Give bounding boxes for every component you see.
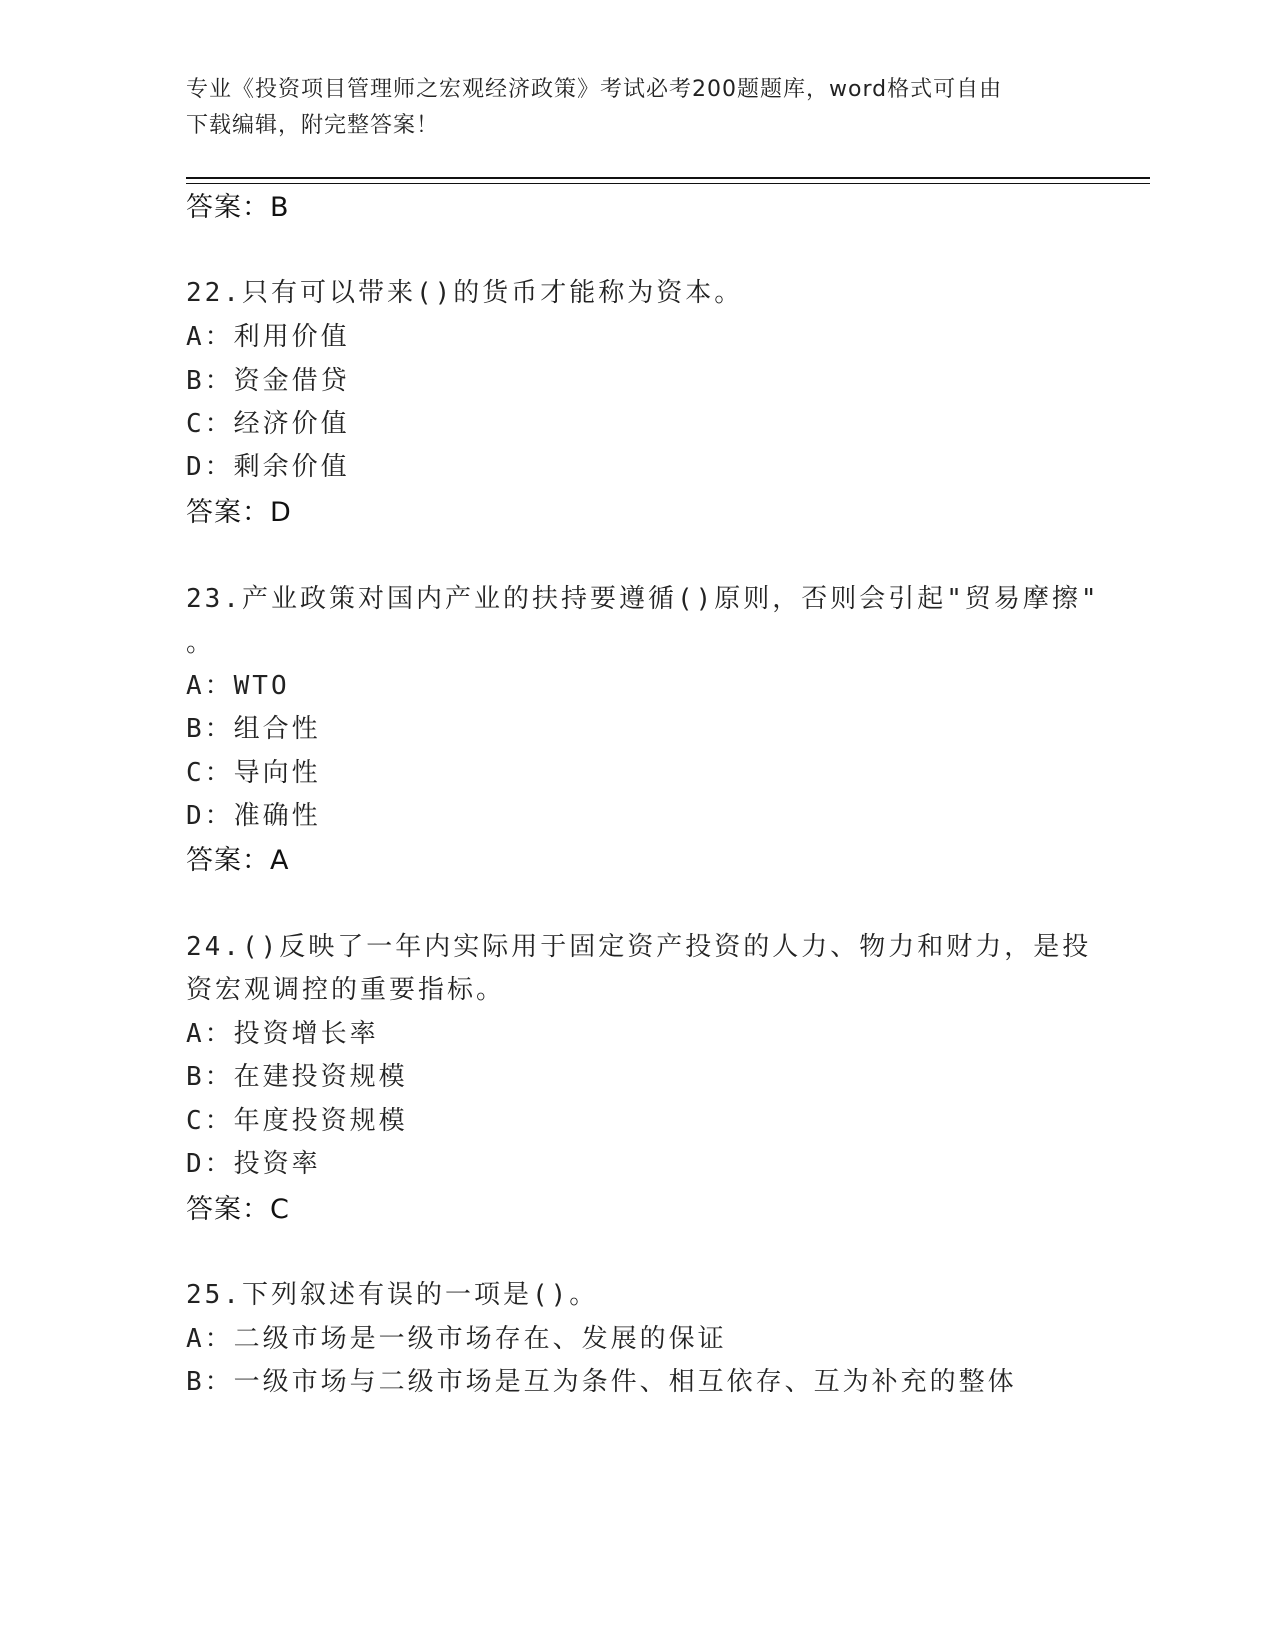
question-25-option-a: A：二级市场是一级市场存在、发展的保证	[186, 1324, 727, 1354]
header-line-1: 专业《投资项目管理师之宏观经济政策》考试必考200题题库，word格式可自由	[186, 77, 1003, 102]
question-24-stem-line-1: 24.()反映了一年内实际用于固定资产投资的人力、物力和财力，是投	[186, 932, 1092, 962]
question-22-option-c: C：经济价值	[186, 409, 350, 439]
question-23-option-d: D：准确性	[186, 801, 321, 831]
question-23-stem-line-2: 。	[186, 628, 216, 658]
document-header	[186, 72, 1066, 144]
question-22-stem: 22.只有可以带来()的货币才能称为资本。	[186, 278, 744, 308]
question-24-option-c: C：年度投资规模	[186, 1106, 408, 1136]
question-24-stem-line-2: 资宏观调控的重要指标。	[186, 975, 506, 1005]
question-24-answer: 答案：C	[186, 1194, 290, 1225]
header-line-2: 下载编辑，附完整答案！	[186, 113, 440, 138]
header-rule-thick	[186, 177, 1150, 179]
question-23-answer: 答案：A	[186, 845, 290, 876]
question-24-option-a: A：投资增长率	[186, 1019, 379, 1049]
question-23-option-c: C：导向性	[186, 758, 321, 788]
question-24-option-d: D：投资率	[186, 1149, 321, 1179]
question-23-option-a: A：WTO	[186, 671, 290, 701]
question-22-option-d: D：剩余价值	[186, 452, 350, 482]
question-22-option-b: B：资金借贷	[186, 366, 350, 396]
question-24-option-b: B：在建投资规模	[186, 1062, 408, 1092]
question-22-answer: 答案：D	[186, 497, 292, 528]
question-23-option-b: B：组合性	[186, 714, 321, 744]
answer-previous: 答案：B	[186, 192, 290, 223]
question-25-option-b: B：一级市场与二级市场是互为条件、相互依存、互为补充的整体	[186, 1367, 1017, 1397]
question-22-option-a: A：利用价值	[186, 322, 350, 352]
question-23-stem-line-1: 23.产业政策对国内产业的扶持要遵循()原则，否则会引起"贸易摩擦"	[186, 584, 1100, 614]
header-rule-thin	[186, 183, 1150, 184]
question-25-stem: 25.下列叙述有误的一项是()。	[186, 1280, 599, 1310]
